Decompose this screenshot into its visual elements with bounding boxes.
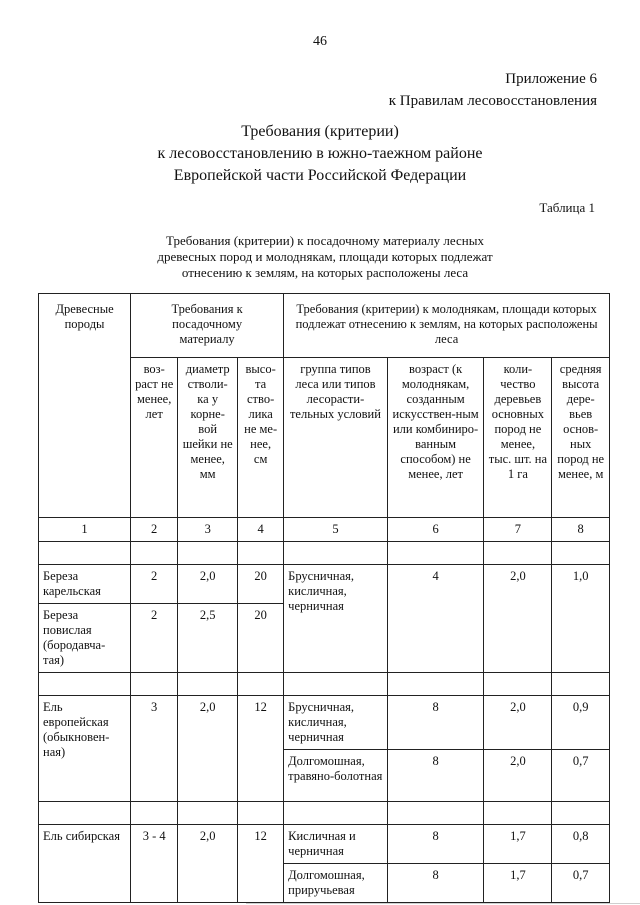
- species-cell: Береза карельская: [39, 565, 131, 604]
- spacer-row: [39, 673, 610, 696]
- page-number: 46: [313, 34, 327, 49]
- young-stand-age-cell: 8: [387, 825, 484, 864]
- seedling-age-cell: 2: [131, 565, 178, 604]
- title-line-2: к лесовосстановлению в южно-таежном районе: [157, 145, 483, 162]
- forest-type-cell: Брусничная, кисличная, черничная: [284, 696, 388, 750]
- average-height-cell: 0,9: [552, 696, 610, 750]
- table-row: [39, 565, 610, 604]
- title-line-1: Требования (критерии): [241, 123, 399, 140]
- spacer-row: [39, 802, 610, 825]
- header-young-stands: Требования (критерии) к молоднякам, площади которых подлежат отнесению к землям, на которых расположены леса: [284, 294, 610, 358]
- table-label: Таблица 1: [539, 200, 595, 215]
- tree-count-cell: 1,7: [484, 825, 552, 864]
- young-stand-age-cell: 8: [387, 696, 484, 750]
- seedling-age-cell: 2: [131, 604, 178, 673]
- table-header-row-1: [39, 294, 610, 358]
- seedling-age-cell: 3: [131, 696, 178, 802]
- stem-diameter-cell: 2,0: [178, 565, 238, 604]
- column-number: 5: [284, 518, 388, 542]
- young-stand-age-cell: 8: [387, 864, 484, 903]
- column-number: 8: [552, 518, 610, 542]
- appendix-line-1: Приложение 6: [505, 71, 597, 87]
- header-col-6: возраст (к молоднякам, созданным искусствен-ным или комбиниро-ванным способом) не менее, лет: [387, 358, 484, 518]
- forest-type-cell: Кисличная и черничная: [284, 825, 388, 864]
- seedling-age-cell: 3 - 4: [131, 825, 178, 903]
- header-col-8: средняя высота дере-вьев основ-ных пород не менее, м: [552, 358, 610, 518]
- stem-height-cell: 12: [238, 825, 284, 903]
- stem-diameter-cell: 2,0: [178, 696, 238, 802]
- species-cell: Ель сибирская: [39, 825, 131, 903]
- table-row: [39, 825, 610, 864]
- header-col-3: диаметр стволи-ка у корне-вой шейки не менее, мм: [178, 358, 238, 518]
- column-number: 7: [484, 518, 552, 542]
- title-line-3: Европейской части Российской Федерации: [173, 167, 467, 184]
- species-cell: Береза повислая (бородавча-тая): [39, 604, 131, 673]
- requirements-table: [38, 293, 610, 903]
- average-height-cell: 0,8: [552, 825, 610, 864]
- table-row: [39, 696, 610, 750]
- header-planting-material: Требования к посадочному материалу: [131, 294, 284, 358]
- appendix-reference: [389, 68, 597, 112]
- stem-diameter-cell: 2,5: [178, 604, 238, 673]
- spacer-row: [39, 542, 610, 565]
- header-col-2: воз-раст не менее, лет: [131, 358, 178, 518]
- tree-count-cell: 2,0: [484, 750, 552, 802]
- caption-line-2: древесных пород и молоднякам, площади которых подлежат: [157, 249, 493, 264]
- appendix-line-2: к Правилам лесовосстановления: [388, 93, 597, 109]
- young-stand-age-cell: 4: [387, 565, 484, 673]
- scan-edge-line: [246, 903, 640, 904]
- table-caption: [140, 233, 510, 281]
- young-stand-age-cell: 8: [387, 750, 484, 802]
- column-number: 1: [39, 518, 131, 542]
- column-number-row: [39, 518, 610, 542]
- column-number: 2: [131, 518, 178, 542]
- header-col-5: группа типов леса или типов лесорасти-тельных условий: [284, 358, 388, 518]
- forest-type-cell: Долгомошная, приручьевая: [284, 864, 388, 903]
- forest-type-cell: Брусничная, кисличная, черничная: [284, 565, 388, 673]
- average-height-cell: 0,7: [552, 864, 610, 903]
- tree-count-cell: 1,7: [484, 864, 552, 903]
- caption-line-3: отнесению к землям, на которых расположены леса: [181, 265, 469, 280]
- caption-line-1: Требования (критерии) к посадочному материалу лесных: [166, 233, 484, 248]
- column-number: 3: [178, 518, 238, 542]
- average-height-cell: 1,0: [552, 565, 610, 673]
- average-height-cell: 0,7: [552, 750, 610, 802]
- tree-count-cell: 2,0: [484, 565, 552, 673]
- header-col-7: коли-чество деревьев основных пород не менее, тыс. шт. на 1 га: [484, 358, 552, 518]
- stem-height-cell: 12: [238, 696, 284, 802]
- header-species: Древесные породы: [39, 294, 131, 518]
- species-cell: Ель европейская (обыкновен-ная): [39, 696, 131, 802]
- stem-diameter-cell: 2,0: [178, 825, 238, 903]
- tree-count-cell: 2,0: [484, 696, 552, 750]
- header-col-4: высо-та ство-лика не ме-нее, см: [238, 358, 284, 518]
- stem-height-cell: 20: [238, 565, 284, 604]
- stem-height-cell: 20: [238, 604, 284, 673]
- document-title: [0, 121, 640, 187]
- forest-type-cell: Долгомошная, травяно-болотная: [284, 750, 388, 802]
- column-number: 6: [387, 518, 484, 542]
- column-number: 4: [238, 518, 284, 542]
